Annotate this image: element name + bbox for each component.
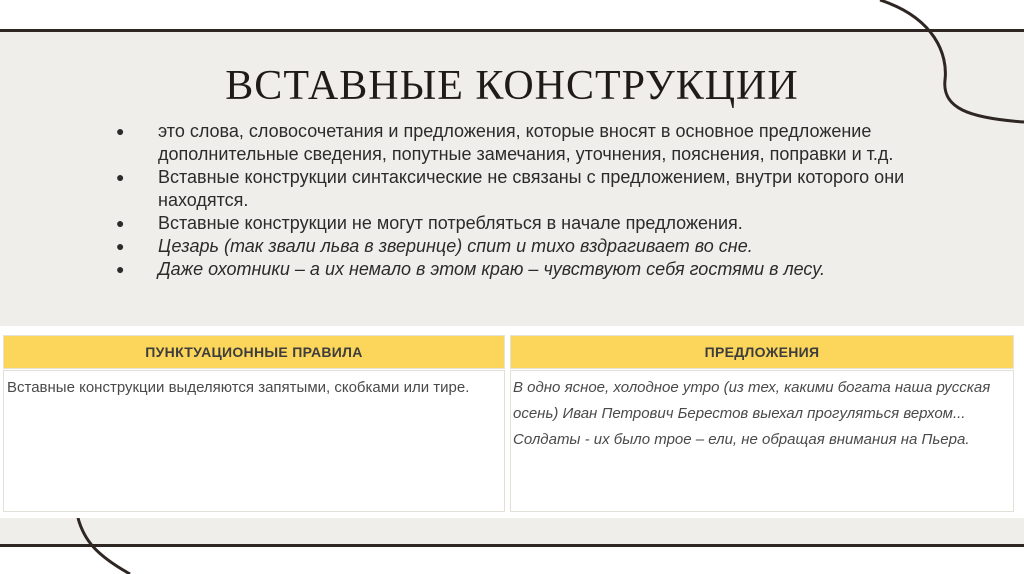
slide-title: ВСТАВНЫЕ КОНСТРУКЦИИ: [225, 63, 799, 109]
bottom-rule-line: [0, 544, 1024, 547]
bullet-item: [110, 166, 970, 212]
bullet-text: Вставные конструкции синтаксические не связаны с предложением, внутри которого они находятся.: [158, 167, 905, 210]
table-cell-examples: [510, 370, 1014, 512]
example-sentence-1: В одно ясное, холодное утро (из тех, какими богата наша русская осень) Иван Петрович Берестов выехал прогуляться верхом...: [513, 379, 991, 422]
bullet-item: [110, 235, 970, 258]
bullet-dot-icon: ●: [116, 215, 125, 231]
bullet-text: Даже охотники – а их немало в этом краю – чувствуют себя гостями в лесу.: [158, 259, 826, 279]
bullet-dot-icon: ●: [116, 169, 125, 185]
bullet-dot-icon: ●: [116, 238, 125, 254]
bullet-item: [110, 120, 970, 166]
bullet-text: это слова, словосочетания и предложения, которые вносят в основное предложение дополнительные сведения, попутные замечания, уточнения, пояснения, поправки и т.д.: [158, 121, 894, 164]
bullet-item: [110, 212, 970, 235]
table-header-rules: ПУНКТУАЦИОННЫЕ ПРАВИЛА: [3, 335, 505, 369]
top-rule-line: [0, 29, 1024, 32]
bullet-dot-icon: ●: [116, 123, 125, 139]
bullet-list: [110, 120, 970, 281]
table-cell-rule: Вставные конструкции выделяются запятыми, скобками или тире.: [3, 370, 505, 512]
table-header-sentences: ПРЕДЛОЖЕНИЯ: [510, 335, 1014, 369]
bullet-dot-icon: ●: [116, 261, 125, 277]
bullet-item: [110, 258, 970, 281]
example-sentence-2: Солдаты - их было трое – ели, не обращая внимания на Пьера.: [513, 431, 970, 448]
bullet-text: Цезарь (так звали льва в зверинце) спит и тихо вздрагивает во сне.: [158, 236, 753, 256]
bullet-text: Вставные конструкции не могут потребляться в начале предложения.: [158, 213, 743, 233]
